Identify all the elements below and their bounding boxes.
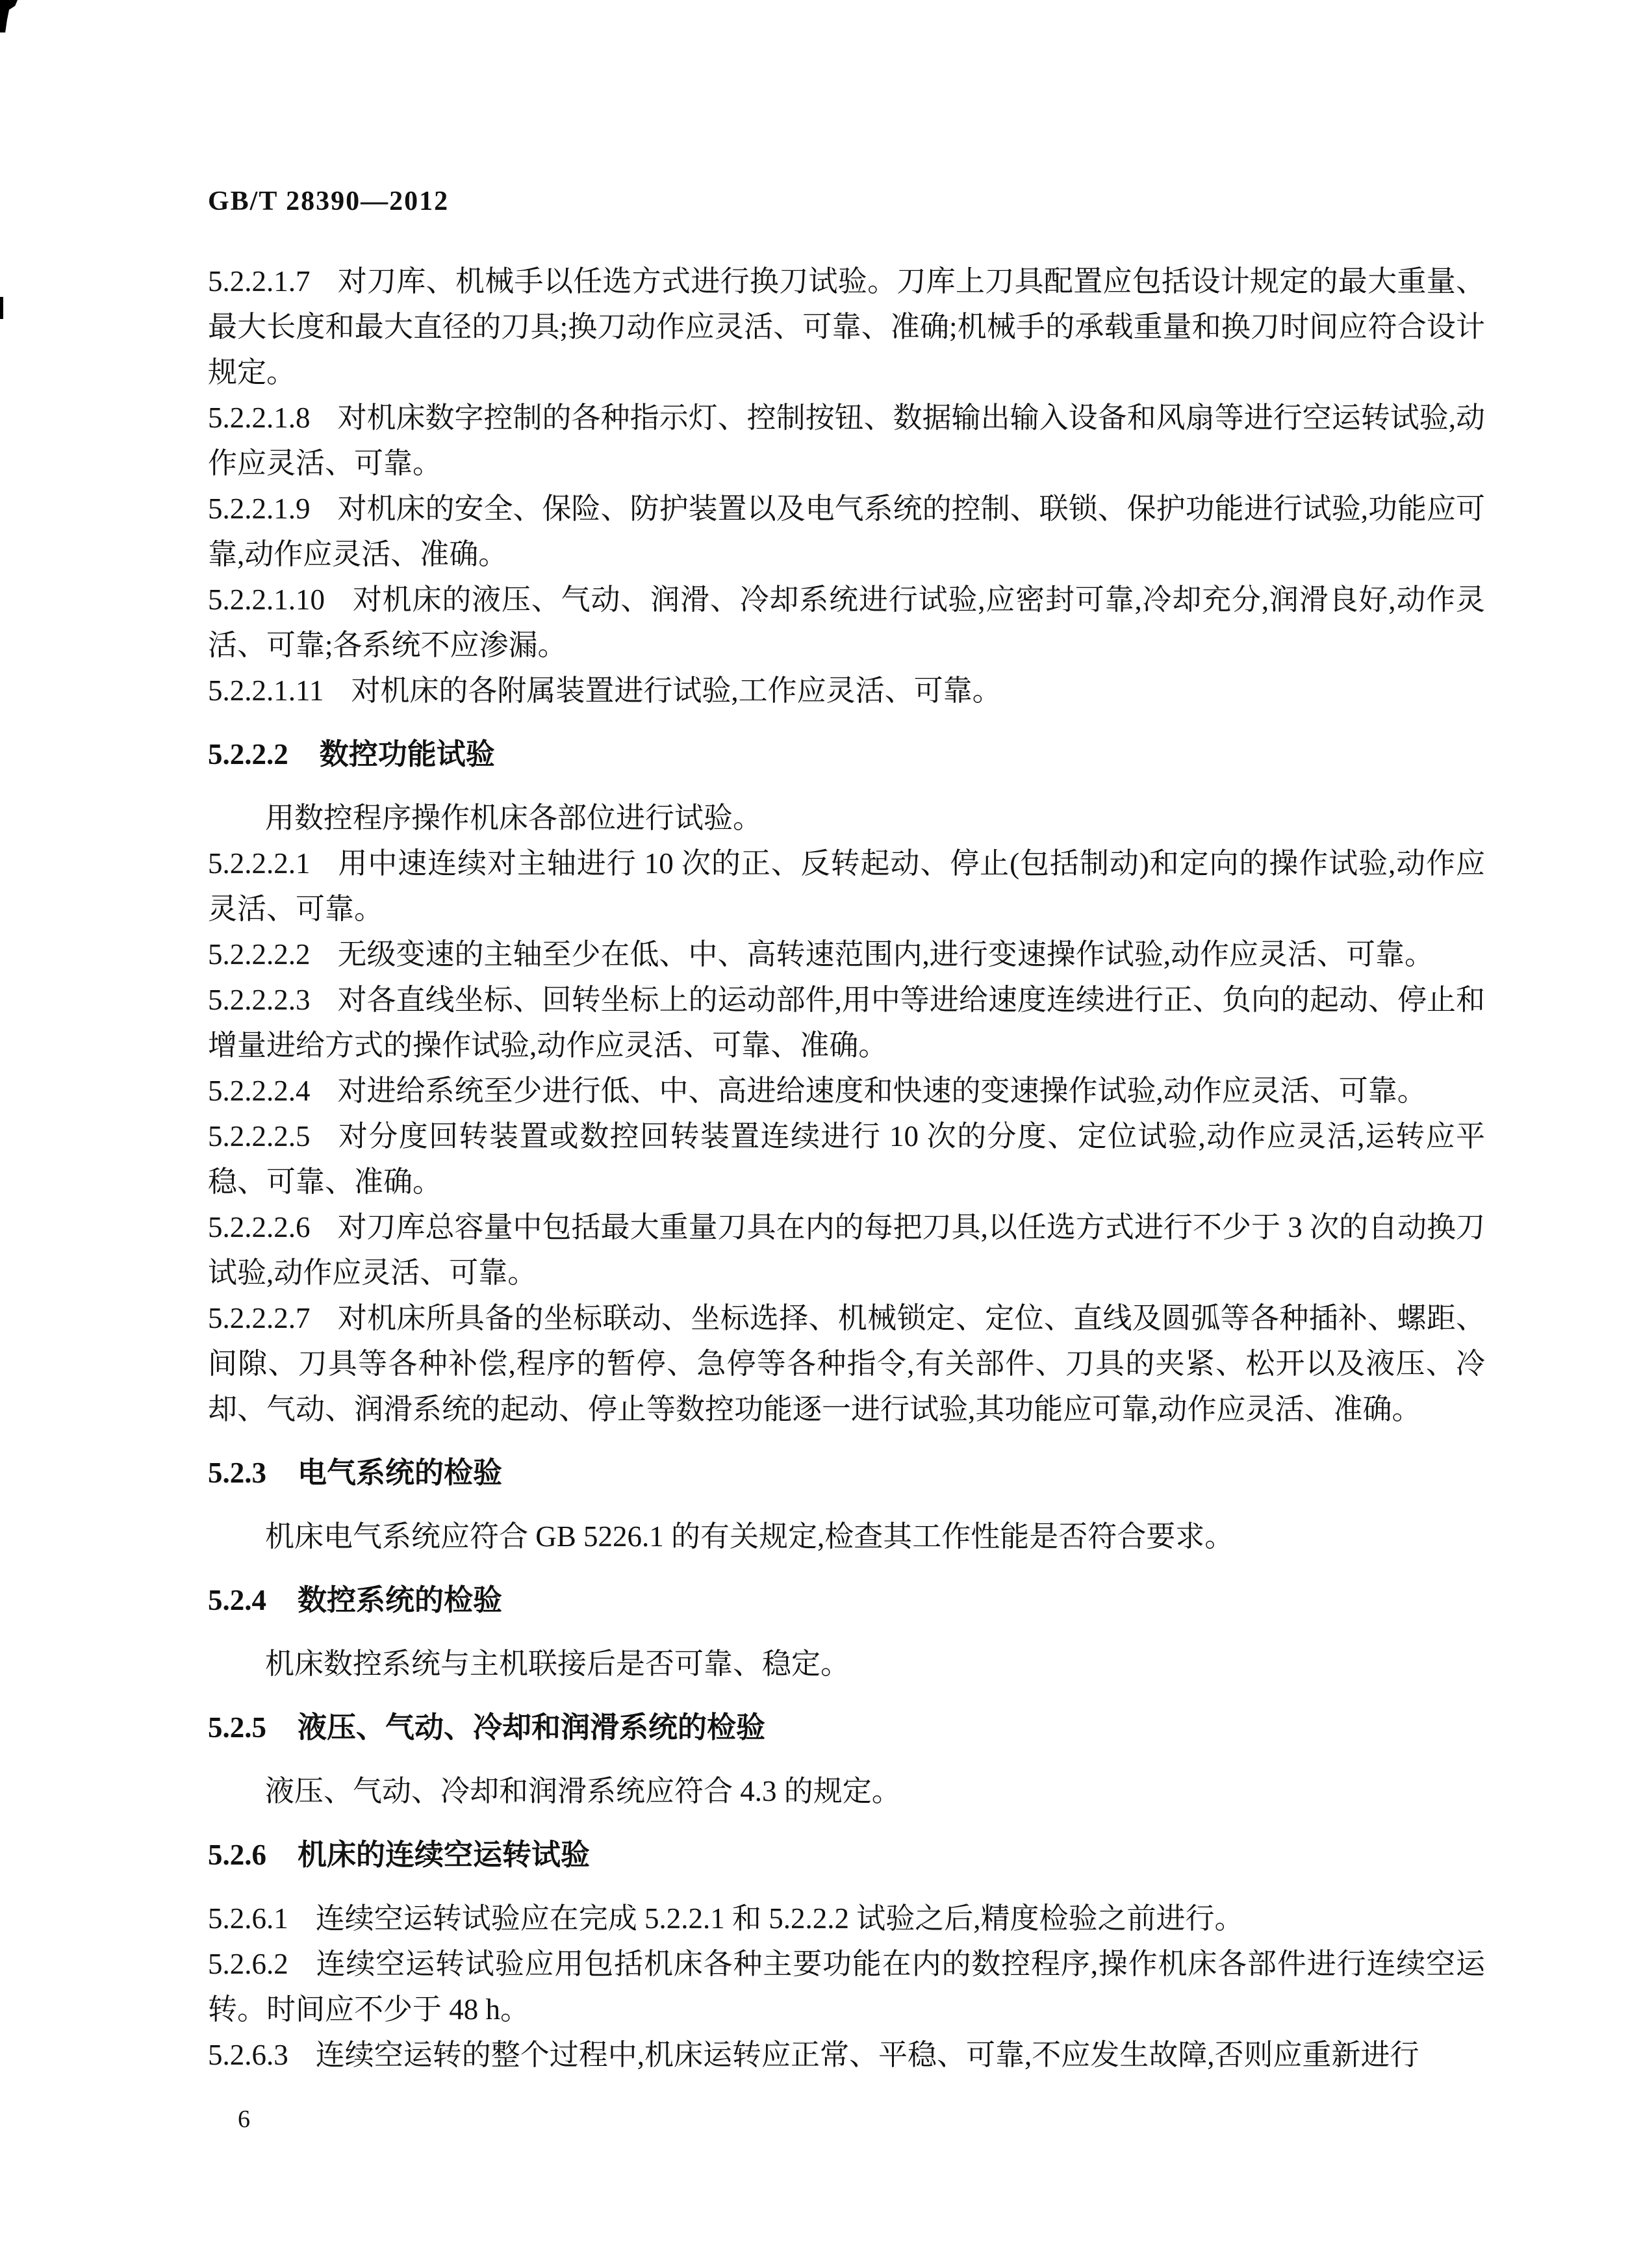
section-heading xyxy=(208,1832,1485,1878)
clause-number: 5.2.2.2.7 xyxy=(208,1302,311,1334)
clause-text: 机床电气系统应符合 GB 5226.1 的有关规定,检查其工作性能是否符合要求。 xyxy=(265,1520,1234,1553)
clause-text: 对机床的液压、气动、润滑、冷却系统进行试验,应密封可靠,冷却充分,润滑良好,动作灵活、可靠;各系统不应渗漏。 xyxy=(208,583,1485,661)
clause-number: 5.2.6 xyxy=(208,1839,266,1871)
clause-paragraph xyxy=(208,486,1485,577)
standard-number-header: GB/T 28390—2012 xyxy=(208,186,450,216)
clause-paragraph xyxy=(208,2032,1485,2078)
clause-text: 电气系统的检验 xyxy=(298,1457,503,1489)
clause-text: 无级变速的主轴至少在低、中、高转速范围内,进行变速操作试验,动作应灵活、可靠。 xyxy=(337,938,1434,971)
clause-number: 5.2.2.2 xyxy=(208,738,288,771)
clause-paragraph xyxy=(208,1896,1485,1941)
clause-paragraph xyxy=(208,841,1485,932)
clause-paragraph xyxy=(208,1295,1485,1432)
clause-number: 5.2.2.1.7 xyxy=(208,265,311,298)
clause-number: 5.2.2.2.4 xyxy=(208,1075,311,1107)
section-heading xyxy=(208,732,1485,777)
clause-number: 5.2.3 xyxy=(208,1457,266,1489)
clause-text: 对各直线坐标、回转坐标上的运动部件,用中等进给速度连续进行正、负向的起动、停止和增量进给方式的操作试验,动作应灵活、可靠、准确。 xyxy=(208,984,1485,1062)
clause-number: 5.2.2.1.9 xyxy=(208,492,311,525)
scan-corner-artifact xyxy=(0,0,18,32)
clause-number: 5.2.4 xyxy=(208,1584,266,1616)
section-heading xyxy=(208,1705,1485,1750)
clause-number: 5.2.2.2.6 xyxy=(208,1211,311,1243)
clause-text: 用中速连续对主轴进行 10 次的正、反转起动、停止(包括制动)和定向的操作试验,动作应灵活、可靠。 xyxy=(208,847,1485,925)
clause-paragraph xyxy=(208,1941,1485,2032)
clause-number: 5.2.2.2.5 xyxy=(208,1120,311,1153)
clause-text: 对机床数字控制的各种指示灯、控制按钮、数据输出输入设备和风扇等进行空运转试验,动作应灵活、可靠。 xyxy=(208,401,1485,479)
clause-paragraph xyxy=(208,577,1485,668)
content xyxy=(208,259,1485,2078)
section-heading xyxy=(208,1450,1485,1496)
clause-text: 对刀库总容量中包括最大重量刀具在内的每把刀具,以任选方式进行不少于 3 次的自动换刀试验,动作应灵活、可靠。 xyxy=(208,1211,1485,1289)
clause-text: 对刀库、机械手以任选方式进行换刀试验。刀库上刀具配置应包括设计规定的最大重量、最大长度和最大直径的刀具;换刀动作应灵活、可靠、准确;机械手的承载重量和换刀时间应符合设计规定。 xyxy=(208,265,1485,389)
clause-number: 5.2.5 xyxy=(208,1711,266,1744)
clause-paragraph xyxy=(208,1204,1485,1295)
clause-text: 连续空运转试验应用包括机床各种主要功能在内的数控程序,操作机床各部件进行连续空运转。时间应不少于 48 h。 xyxy=(208,1948,1485,2026)
clause-text: 数控功能试验 xyxy=(319,738,495,771)
clause-text: 连续空运转的整个过程中,机床运转应正常、平稳、可靠,不应发生故障,否则应重新进行 xyxy=(315,2039,1419,2071)
clause-paragraph xyxy=(208,1068,1485,1114)
clause-number: 5.2.2.2.2 xyxy=(208,938,311,971)
clause-text: 对机床的安全、保险、防护装置以及电气系统的控制、联锁、保护功能进行试验,功能应可靠,动作应灵活、准确。 xyxy=(208,492,1485,570)
section-heading xyxy=(208,1577,1485,1623)
clause-text: 机床的连续空运转试验 xyxy=(298,1839,591,1871)
clause-text: 对机床所具备的坐标联动、坐标选择、机械锁定、定位、直线及圆弧等各种插补、螺距、间隙、刀具等各种补偿,程序的暂停、急停等各种指令,有关部件、刀具的夹紧、松开以及液压、冷却、气动、润滑系统的起动、停止等数控功能逐一进行试验,其功能应可靠,动作应灵活、准确。 xyxy=(208,1302,1485,1425)
clause-text: 机床数控系统与主机联接后是否可靠、稳定。 xyxy=(265,1648,850,1680)
clause-paragraph xyxy=(208,977,1485,1068)
body-paragraph xyxy=(208,1641,1485,1687)
body-paragraph xyxy=(208,1514,1485,1559)
clause-number: 5.2.2.2.3 xyxy=(208,984,311,1016)
clause-paragraph xyxy=(208,259,1485,395)
clause-text: 对分度回转装置或数控回转装置连续进行 10 次的分度、定位试验,动作应灵活,运转应平稳、可靠、准确。 xyxy=(208,1120,1485,1198)
scan-edge-artifact xyxy=(0,297,3,319)
body-paragraph xyxy=(208,795,1485,841)
clause-number: 5.2.6.3 xyxy=(208,2039,288,2071)
clause-text: 用数控程序操作机床各部位进行试验。 xyxy=(265,802,763,834)
clause-number: 5.2.2.2.1 xyxy=(208,847,311,880)
clause-paragraph xyxy=(208,932,1485,977)
clause-text: 连续空运转试验应在完成 5.2.2.1 和 5.2.2.2 试验之后,精度检验之前进行。 xyxy=(315,1902,1244,1935)
clause-number: 5.2.2.1.8 xyxy=(208,401,311,434)
clause-paragraph xyxy=(208,1114,1485,1204)
clause-paragraph xyxy=(208,395,1485,486)
clause-number: 5.2.6.2 xyxy=(208,1948,288,1980)
clause-text: 液压、气动、冷却和润滑系统应符合 4.3 的规定。 xyxy=(265,1775,901,1807)
clause-number: 5.2.2.1.11 xyxy=(208,674,324,707)
clause-number: 5.2.6.1 xyxy=(208,1902,288,1935)
body-paragraph xyxy=(208,1768,1485,1814)
clause-text: 对进给系统至少进行低、中、高进给速度和快速的变速操作试验,动作应灵活、可靠。 xyxy=(337,1075,1427,1107)
clause-text: 对机床的各附属装置进行试验,工作应灵活、可靠。 xyxy=(351,674,1002,707)
clause-number: 5.2.2.1.10 xyxy=(208,583,325,616)
clause-text: 液压、气动、冷却和润滑系统的检验 xyxy=(298,1711,766,1744)
clause-text: 数控系统的检验 xyxy=(298,1584,503,1616)
clause-paragraph xyxy=(208,668,1485,713)
page-number: 6 xyxy=(238,2106,250,2133)
